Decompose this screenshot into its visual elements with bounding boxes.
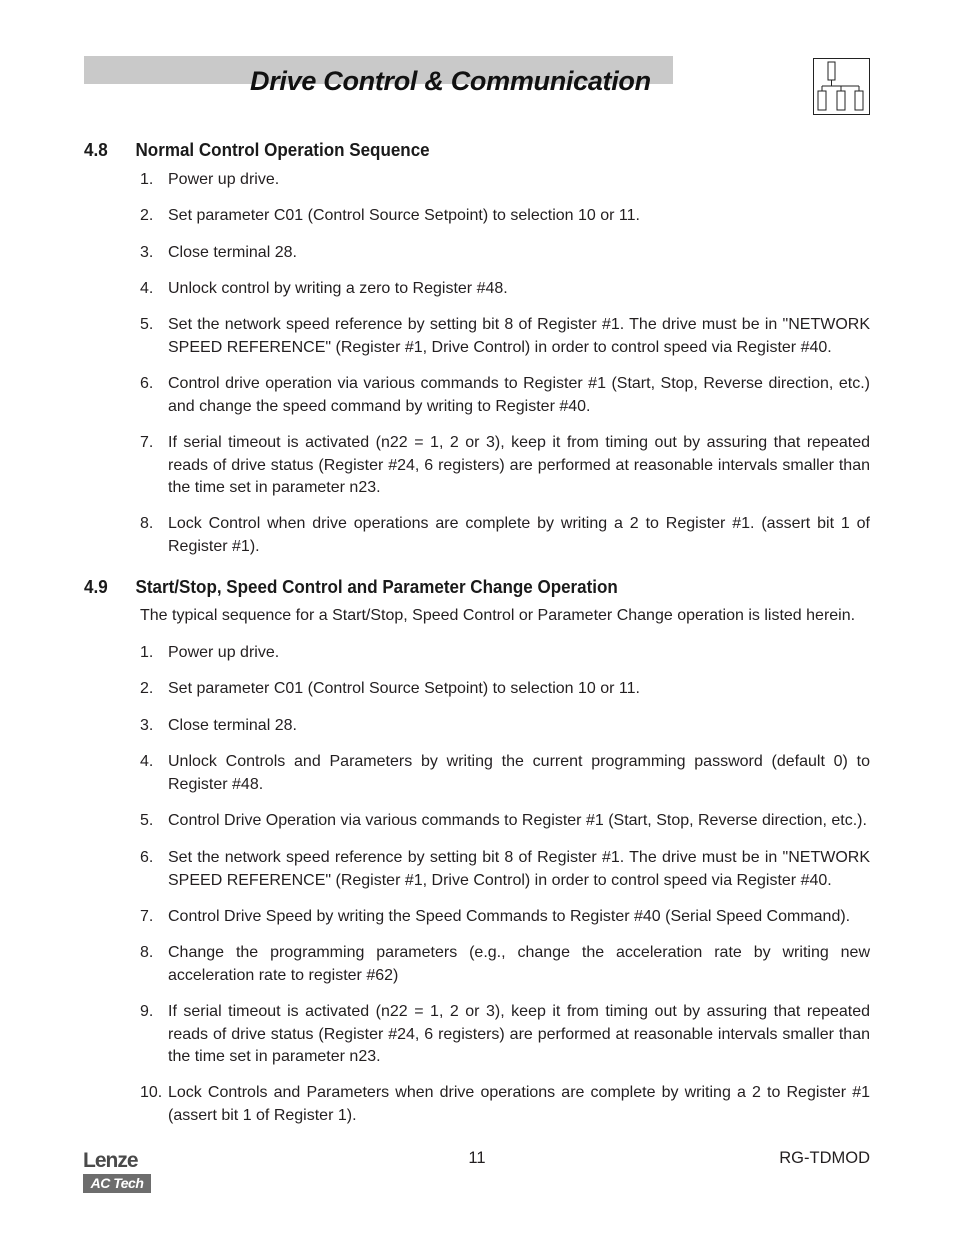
list-item [140, 205, 870, 228]
list-item-text: Control drive operation via various commands to Register #1 (Start, Stop, Reverse direction, etc.) and change the speed command by writing to Register #40. [168, 375, 870, 415]
list-item-text: If serial timeout is activated (n22 = 1, 2 or 3), keep it from timing out by assuring that repeated reads of drive status (Register #24, 6 registers) are performed at reasonable intervals smaller than the time set in parameter n23. [168, 434, 870, 496]
list-item-number: 7. [140, 908, 154, 925]
list-item [140, 314, 870, 359]
network-drives-icon [813, 58, 870, 115]
list-item-text: Control Drive Operation via various commands to Register #1 (Start, Stop, Reverse direction, etc.). [168, 812, 867, 829]
list-item [140, 1082, 870, 1127]
list-item-text: Unlock control by writing a zero to Register #48. [168, 280, 508, 297]
list-item-text: Change the programming parameters (e.g., change the acceleration rate by writing new acceleration rate to register #62) [168, 944, 870, 984]
page-title: Drive Control & Communication [250, 66, 651, 96]
list-item [140, 942, 870, 987]
list-item-number: 7. [140, 434, 154, 451]
list-item [140, 513, 870, 558]
section-number: 4.9 [84, 576, 108, 597]
list-item [140, 278, 870, 301]
list-item-number: 1. [140, 644, 154, 661]
list-item-number: 3. [140, 717, 154, 734]
list-item-number: 5. [140, 316, 154, 333]
list-item-number: 6. [140, 849, 154, 866]
logo-wordmark: Lenze [83, 1149, 138, 1172]
list-item-text: Power up drive. [168, 644, 280, 661]
section-number: 4.8 [84, 139, 108, 160]
page-number: 11 [468, 1149, 486, 1167]
list-item-text: Set parameter C01 (Control Source Setpoint) to selection 10 or 11. [168, 680, 640, 697]
list-item-text: Lock Control when drive operations are complete by writing a 2 to Register #1. (assert bit 1 of Register #1). [168, 515, 870, 555]
list-item-text: If serial timeout is activated (n22 = 1, 2 or 3), keep it from timing out by assuring that repeated reads of drive status (Register #24, 6 registers) are performed at reasonable intervals smaller than the time set in parameter n23. [168, 1003, 870, 1065]
list-item [140, 373, 870, 418]
list-item-number: 10. [140, 1084, 163, 1101]
logo-subtitle: AC Tech [83, 1174, 151, 1193]
list-item-text: Set the network speed reference by setting bit 8 of Register #1. The drive must be in "NETWORK SPEED REFERENCE" (Register #1, Drive Control) in order to control speed via Register #40. [168, 316, 870, 356]
document-code: RG-TDMOD [779, 1149, 870, 1167]
list-item-number: 2. [140, 680, 154, 697]
list-item-number: 8. [140, 944, 154, 961]
list-item [140, 751, 870, 796]
list-item-text: Power up drive. [168, 171, 280, 188]
list-item-number: 6. [140, 375, 154, 392]
list-item [140, 847, 870, 892]
list-item-text: Close terminal 28. [168, 717, 297, 734]
list-item-text: Close terminal 28. [168, 244, 297, 261]
list-item [140, 715, 870, 738]
list-item-number: 3. [140, 244, 154, 261]
section-title: Start/Stop, Speed Control and Parameter Change Operation [135, 576, 618, 597]
list-item [140, 242, 870, 265]
list-item [140, 169, 870, 192]
lenze-actech-logo [83, 1150, 151, 1194]
list-item-text: Control Drive Speed by writing the Speed Commands to Register #40 (Serial Speed Command). [168, 908, 851, 925]
list-item-number: 4. [140, 753, 154, 770]
list-item [140, 906, 870, 929]
section-intro: The typical sequence for a Start/Stop, Speed Control or Parameter Change operation is listed herein. [140, 607, 856, 624]
list-item-number: 5. [140, 812, 154, 829]
list-item-number: 8. [140, 515, 154, 532]
list-item [140, 642, 870, 665]
list-item [140, 678, 870, 701]
list-item-number: 1. [140, 171, 154, 188]
list-item [140, 1001, 870, 1069]
list-item [140, 810, 870, 833]
list-item-text: Set the network speed reference by setting bit 8 of Register #1. The drive must be in "NETWORK SPEED REFERENCE" (Register #1, Drive Control) in order to control speed via Register #40. [168, 849, 870, 889]
list-item-text: Set parameter C01 (Control Source Setpoint) to selection 10 or 11. [168, 207, 640, 224]
list-item-number: 9. [140, 1003, 154, 1020]
list-item [140, 432, 870, 500]
list-item-number: 4. [140, 280, 154, 297]
section-title: Normal Control Operation Sequence [135, 139, 430, 160]
list-item-text: Lock Controls and Parameters when drive operations are complete by writing a 2 to Register #1 (assert bit 1 of Register 1). [168, 1084, 870, 1124]
list-item-number: 2. [140, 207, 154, 224]
list-item-text: Unlock Controls and Parameters by writing the current programming password (default 0) to Register #48. [168, 753, 870, 793]
